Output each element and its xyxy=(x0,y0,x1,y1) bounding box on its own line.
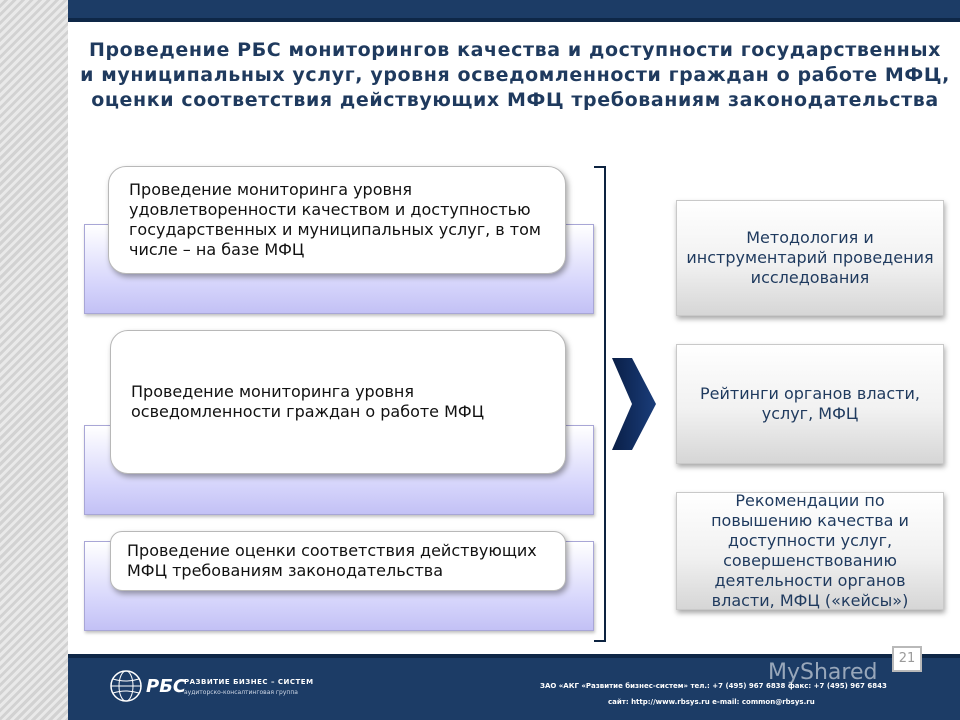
result-box-3 xyxy=(676,492,944,610)
arrow-right-icon xyxy=(612,358,656,450)
activity-text-1: Проведение мониторинга уровня удовлетворенности качеством и доступностью государственных и муниципальных услуг, в том числе – на базе МФЦ xyxy=(129,180,541,259)
slide-title: Проведение РБС мониторингов качества и доступности государственных и муниципальных услуг, уровня осведомленности граждан о работе МФЦ, оценки соответствия действующих МФЦ требованиям законодательства xyxy=(80,39,950,111)
activity-card-2 xyxy=(110,330,566,474)
activity-card-3 xyxy=(110,531,566,591)
result-box-2 xyxy=(676,344,944,464)
header-bar xyxy=(68,0,960,22)
activity-text-3: Проведение оценки соответствия действующих МФЦ требованиям законодательства xyxy=(127,541,537,580)
activity-card-1 xyxy=(108,166,566,274)
company-logo-tagline: аудиторско-консалтинговая группа xyxy=(184,689,298,696)
result-text-1: Методология и инструментарий проведения исследования xyxy=(686,228,934,287)
contacts-phone-line: ЗАО «АКГ «Развитие бизнес-систем» тел.: +7 (495) 967 6838 факс: +7 (495) 967 6843 xyxy=(540,682,887,690)
watermark-text: MyShared xyxy=(768,660,878,685)
activity-text-2: Проведение мониторинга уровня осведомленности граждан о работе МФЦ xyxy=(131,382,485,421)
page-number: 21 xyxy=(892,646,922,672)
result-text-2: Рейтинги органов власти, услуг, МФЦ xyxy=(700,384,920,423)
globe-logo-icon xyxy=(108,668,144,704)
contacts-web-line: сайт: http://www.rbsys.ru e-mail: common@rbsys.ru xyxy=(608,698,815,706)
result-box-1 xyxy=(676,200,944,316)
company-logo-text: РБС xyxy=(146,676,187,697)
result-text-3: Рекомендации по повышению качества и доступности услуг, совершенствованию деятельности органов власти, МФЦ («кейсы») xyxy=(711,491,909,610)
grouping-bracket xyxy=(594,166,606,642)
decorative-side-stripe xyxy=(0,0,68,720)
company-logo-subtitle: РАЗВИТИЕ БИЗНЕС – СИСТЕМ xyxy=(184,678,314,686)
